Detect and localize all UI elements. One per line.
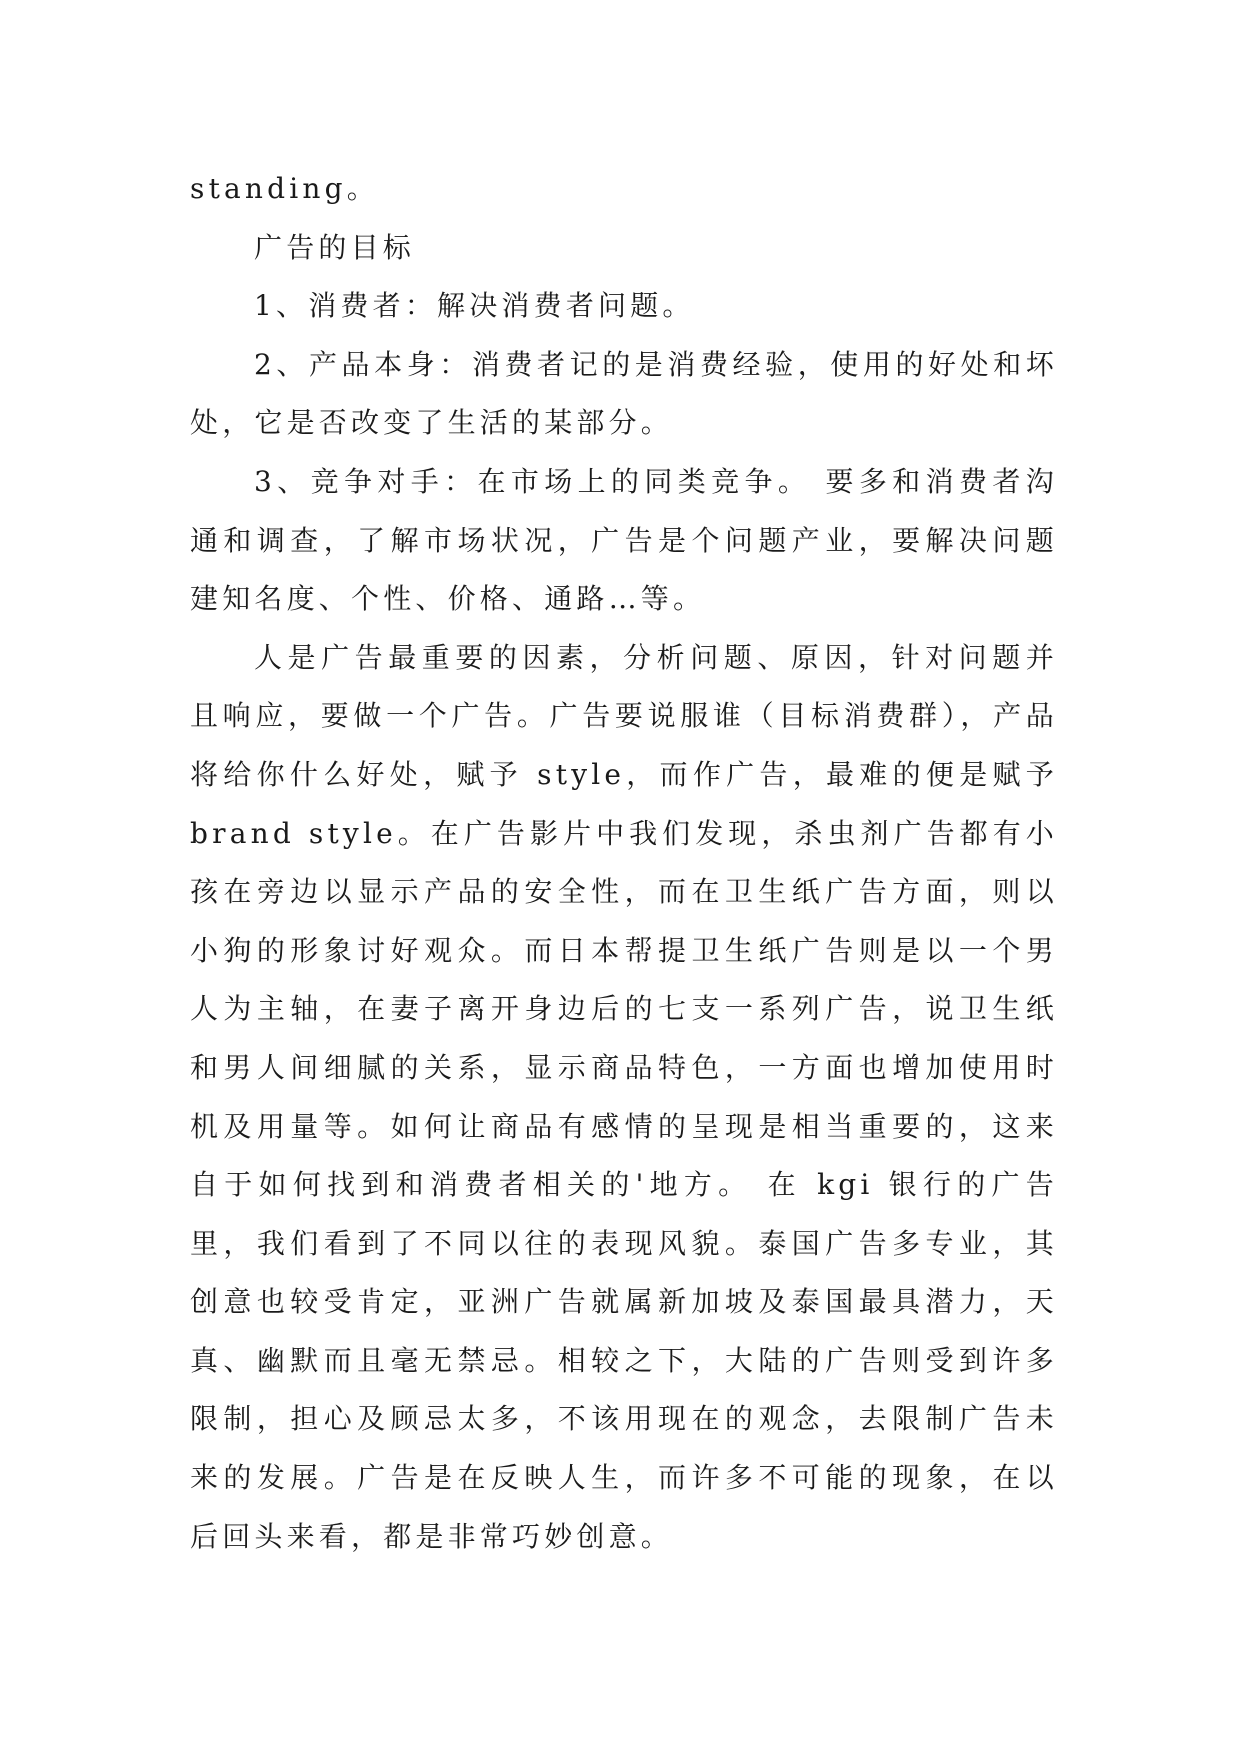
paragraph-continuation: standing。 [190, 172, 379, 205]
list-item-product: 2、产品本身：消费者记的是消费经验，使用的好处和坏处，它是否改变了生活的某部分。 [190, 347, 1058, 440]
list-item-competitor: 3、竞争对手：在市场上的同类竞争。 要多和消费者沟通和调查，了解市场状况，广告是个问题产业，要解决问题建知名度、个性、价格、通路…等。 [190, 464, 1058, 616]
section-heading: 广告的目标 [254, 230, 416, 264]
document-page [190, 160, 1058, 1566]
list-item-consumer: 1、消费者：解决消费者问题。 [254, 289, 695, 323]
paragraph-body: 人是广告最重要的因素，分析问题、原因，针对问题并且响应，要做一个广告。广告要说服谁（目标消费群），产品将给你什么好处，赋予 style，而作广告，最难的便是赋予 brand style。在广告影片中我们发现，杀虫剂广告都有小孩在旁边以显示产品的安全性，而在卫生纸广告方面，则以小狗的形象讨好观众。而日本帮提卫生纸广告则是以一个男人为主轴，在妻子离开身边后的七支一系列广告，说卫生纸和男人间细腻的关系，显示商品特色，一方面也增加使用时机及用量等。如何让商品有感情的呈现是相当重要的，这来自于如何找到和消费者相关的'地方。 在 kgi 银行的广告里，我们看到了不同以往的表现风貌。泰国广告多专业，其创意也较受肯定，亚洲广告就属新加坡及泰国最具潜力，天真、幽默而且毫无禁忌。相较之下，大陆的广告则受到许多限制，担心及顾忌太多，不该用现在的观念，去限制广告未来的发展。广告是在反映人生，而许多不可能的现象，在以后回头来看，都是非常巧妙创意。 [190, 640, 1058, 1553]
